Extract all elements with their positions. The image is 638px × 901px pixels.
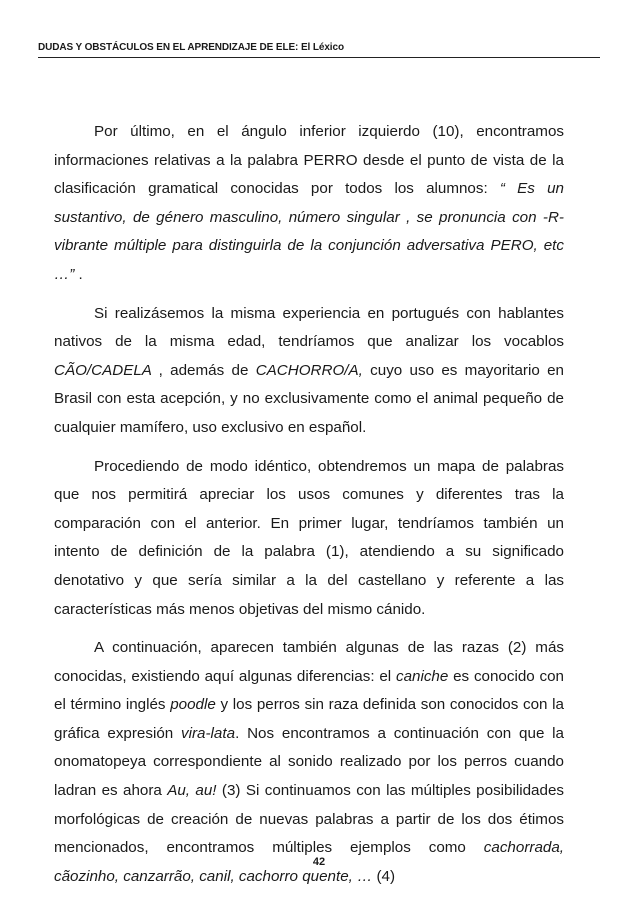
text-run: A continuación, aparecen también algunas de las razas (2) más conocidas, existiendo aquí algunas diferencias: el	[54, 639, 564, 685]
text-run: (3) Si continuamos con las múltiples posibilidades morfológicas de creación de nuevas palabras a partir de los dos étimos mencionados, encontramos múltiples ejemplos como	[54, 782, 564, 857]
text-run: es conocido con el término inglés	[54, 667, 565, 714]
italic-run: cachorrada, cãozinho, canzarrão, canil, cachorro quente, …	[54, 839, 564, 885]
italic-run: poodle	[170, 696, 216, 714]
italic-run: Au, au!	[167, 782, 217, 800]
italic-run: vira-lata	[181, 724, 236, 742]
text-run: (4)	[372, 867, 396, 885]
italic-run: CACHORRO/A,	[255, 361, 363, 379]
text-run: , además de	[158, 361, 256, 379]
paragraph-1	[54, 118, 564, 290]
text-run: .	[78, 265, 83, 283]
paragraph-3	[54, 453, 564, 625]
paragraph-4	[54, 634, 564, 891]
italic-run: CÃO/CADELA	[54, 361, 159, 379]
header-rule	[38, 57, 600, 58]
document-body	[54, 118, 564, 901]
italic-run: caniche	[395, 667, 449, 685]
text-run: . Nos encontramos a continuación con que la onomatopeya correspondiente al sonido realizado por los perros cuando ladran es ahora	[54, 724, 564, 800]
text-run: Si realizásemos la misma experiencia en portugués con hablantes nativos de la misma edad, tendríamos que analizar los vocablos	[54, 304, 564, 351]
running-header: DUDAS Y OBSTÁCULOS EN EL APRENDIZAJE DE ELE: El Léxico	[38, 42, 344, 53]
paragraph-2	[54, 300, 564, 443]
text-run: Procediendo de modo idéntico, obtendremos un mapa de palabras que nos permitirá apreciar los usos comunes y diferentes tras la comparación con el anterior. En primer lugar, tendríamos también un intento de definición de la palabra (1), atendiendo a su significado denotativo y que sería similar a la del castellano y referente a las características más menos objetivas del mismo cánido.	[54, 457, 564, 618]
text-run: y los perros sin raza definida son conocidos con la gráfica expresión	[54, 696, 564, 742]
italic-run: “ Es un sustantivo, de género masculino, número singular , se pronuncia con -R- vibrante múltiple para distinguirla de la conjunción adversativa PERO, etc …”	[54, 180, 564, 283]
text-run: cuyo uso es mayoritario en Brasil con esta acepción, y no exclusivamente como el animal pequeño de cualquier mamífero, uso exclusivo en español.	[54, 361, 564, 436]
text-run: Por último, en el ángulo inferior izquierdo (10), encontramos informaciones relativas a la palabra PERRO desde el punto de vista de la clasificación gramatical conocidas por todos los alumnos:	[54, 123, 564, 198]
page-number: 42	[312, 856, 326, 868]
